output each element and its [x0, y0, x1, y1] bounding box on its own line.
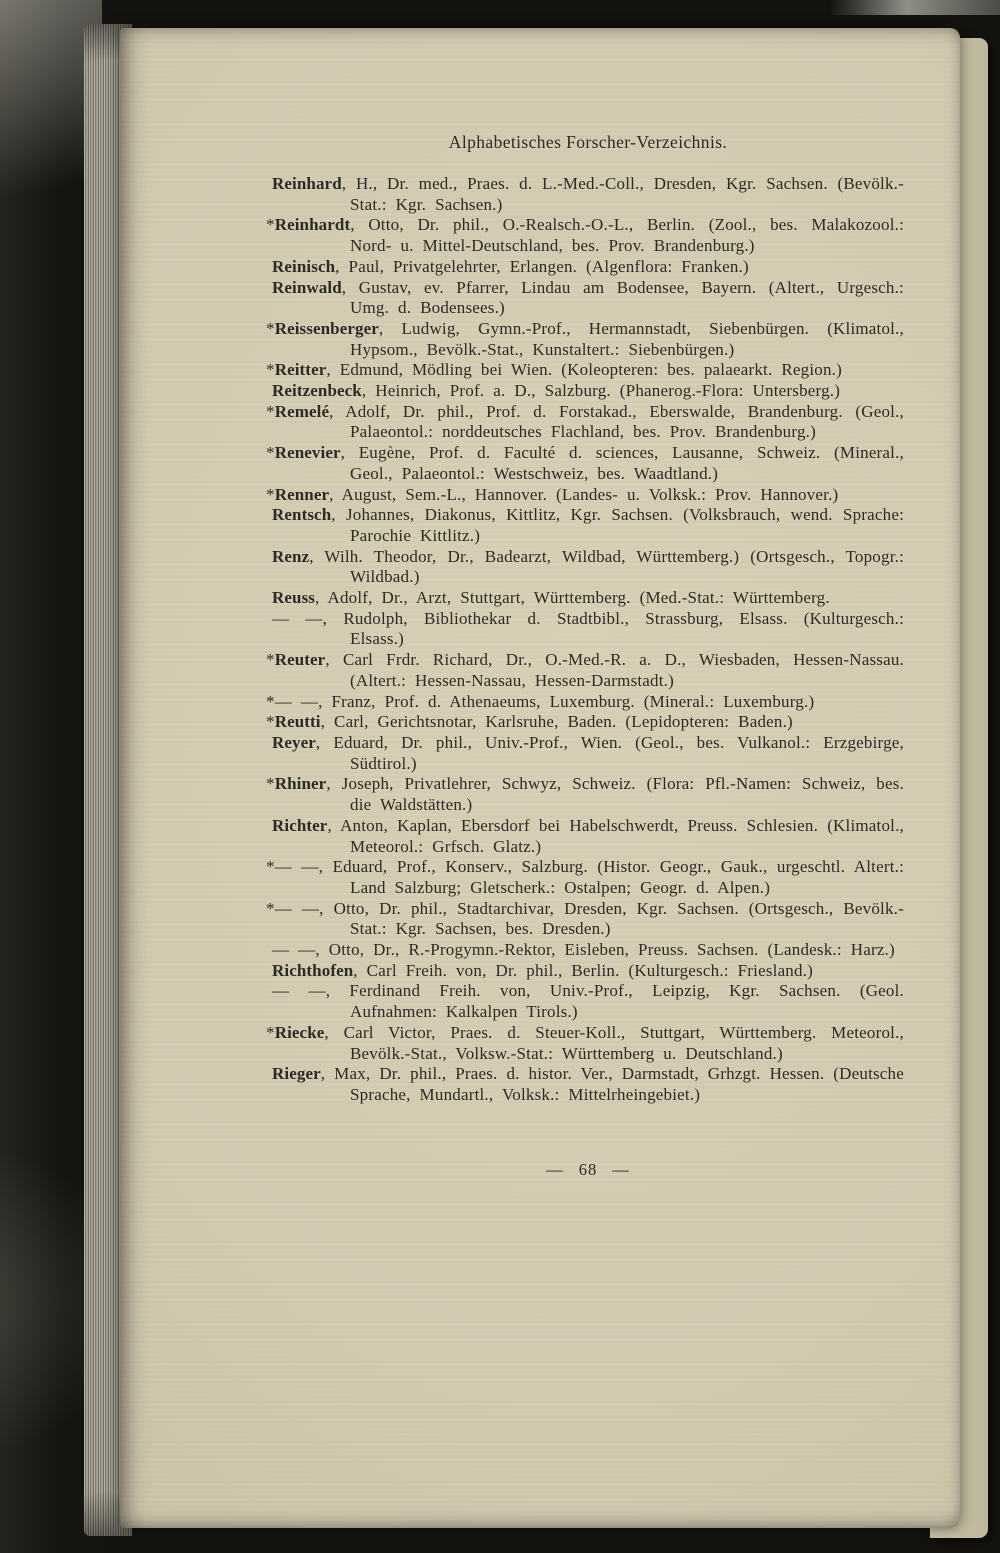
- entry-name: — —: [272, 608, 323, 628]
- entry-name: — —: [272, 940, 316, 960]
- entry-name: — —: [274, 691, 319, 711]
- entry-name: Rhiner: [274, 774, 327, 794]
- entry-name: — —: [274, 857, 319, 877]
- entry-text: , Franz, Prof. d. Athenaeums, Luxemburg. (Mineral.: Luxemburg.): [318, 691, 815, 711]
- entry-star-marker: *: [266, 401, 275, 421]
- entry: [272, 588, 904, 609]
- entry: [266, 360, 904, 381]
- entry-text: , Otto, Dr. phil., O.-Realsch.-O.-L., Berlin. (Zool., bes. Malakozool.: Nord- u. Mittel-Deutschland, bes. Prov. Brandenburg.): [350, 215, 904, 256]
- entry: [266, 318, 904, 360]
- entry-text: , Joseph, Privatlehrer, Schwyz, Schweiz. (Flora: Pfl.-Namen: Schweiz, bes. die Waldstätten.): [326, 774, 904, 815]
- entry-name: Reinwald: [272, 277, 342, 297]
- entry-name: Reinhardt: [274, 215, 351, 235]
- entry-text: , Edmund, Mödling bei Wien. (Koleopteren: bes. palaearkt. Region.): [326, 360, 842, 380]
- entry-name: Reutti: [274, 712, 321, 732]
- entry-name: Riecke: [274, 1022, 325, 1042]
- entry-text: , Eduard, Dr. phil., Univ.-Prof., Wien. (Geol., bes. Vulkanol.: Erzgebirge, Südtirol.): [315, 732, 904, 773]
- entry-name: Reinhard: [272, 174, 342, 193]
- entry-star-marker: *: [266, 691, 275, 711]
- entry-name: — —: [272, 981, 326, 1001]
- entry-star-marker: *: [266, 774, 275, 794]
- entry: [266, 443, 904, 484]
- entry: [272, 174, 904, 215]
- entry: [272, 816, 904, 857]
- entry-name: Reitzenbeck: [272, 381, 362, 401]
- entry-star-marker: *: [266, 712, 275, 732]
- entry-text: , Johannes, Diakonus, Kittlitz, Kgr. Sachsen. (Volksbrauch, wend. Sprache: Parochie Kittlitz.): [331, 505, 904, 545]
- entry: [266, 774, 904, 815]
- entry-name: Reyer: [272, 732, 316, 752]
- entry: [266, 898, 904, 940]
- entry-name: Reuss: [272, 588, 316, 608]
- entry-name: Reuter: [274, 650, 326, 670]
- entry-star-marker: *: [266, 898, 275, 918]
- entry-text: , Otto, Dr. phil., Stadtarchivar, Dresden, Kgr. Sachsen. (Ortsgesch., Bevölk.-Stat.: Kgr. Sachsen, bes. Dresden.): [319, 898, 904, 939]
- entry-text: , August, Sem.-L., Hannover. (Landes- u. Volksk.: Prov. Hannover.): [329, 484, 839, 504]
- entry: [266, 857, 904, 898]
- entry-text: , Heinrich, Prof. a. D., Salzburg. (Phanerog.-Flora: Untersberg.): [361, 381, 841, 401]
- entry: [272, 609, 904, 650]
- entry-text: , Otto, Dr., R.-Progymn.-Rektor, Eisleben, Preuss. Sachsen. (Landesk.: Harz.): [315, 940, 895, 960]
- entry-text: , Carl Victor, Praes. d. Steuer-Koll., Stuttgart, Württemberg. Meteorol., Bevölk.-Stat., Volksw.-Stat.: Württemberg u. Deutschland.): [324, 1022, 904, 1063]
- entry: [266, 215, 904, 256]
- entry: [272, 733, 904, 774]
- entry: [272, 961, 904, 982]
- entry-name: Rieger: [272, 1064, 321, 1084]
- entry-text: , Gustav, ev. Pfarrer, Lindau am Bodensee, Bayern. (Altert., Urgesch.: Umg. d. Bodensees.): [341, 277, 904, 318]
- page-number: — 68 —: [546, 1159, 630, 1179]
- entry: [266, 1022, 904, 1064]
- entry-text: , Adolf, Dr. phil., Prof. d. Forstakad., Eberswalde, Brandenburg. (Geol., Palaeontol.: norddeutsches Flachland, bes. Prov. Brandenburg.): [329, 401, 904, 442]
- entry-name: Reissenberger: [274, 318, 379, 338]
- entry: [272, 505, 904, 546]
- entry: [272, 257, 904, 278]
- entry: [272, 981, 904, 1022]
- entry: [272, 278, 904, 319]
- entry: [272, 547, 904, 588]
- entry-text: , Eduard, Prof., Konserv., Salzburg. (Histor. Geogr., Gauk., urgeschtl. Altert.: Land Salzburg; Gletscherk.: Ostalpen; Geogr. d. Alpen.): [318, 857, 904, 897]
- entry-star-marker: *: [266, 215, 275, 235]
- background-edge-strip: [830, 0, 1000, 15]
- entry: [266, 712, 904, 733]
- entry: [272, 940, 904, 961]
- entry-text: , Max, Dr. phil., Praes. d. histor. Ver., Darmstadt, Grhzgt. Hessen. (Deutsche Sprache, Mundartl., Volksk.: Mittelrheingebiet.): [320, 1064, 904, 1104]
- entry: [266, 484, 904, 506]
- entry-name: Richter: [272, 815, 328, 835]
- entry: [272, 1064, 904, 1105]
- page-content: [120, 28, 960, 1528]
- entry-name: Remelé: [274, 401, 330, 421]
- entry-text: , Ferdinand Freih. von, Univ.-Prof., Leipzig, Kgr. Sachsen. (Geol. Aufnahmen: Kalkalpen Tirols.): [325, 981, 904, 1022]
- entry: [266, 650, 904, 691]
- entry-star-marker: *: [266, 1022, 275, 1042]
- entry: [266, 401, 904, 443]
- entry-name: — —: [274, 898, 320, 918]
- entry-text: , Paul, Privatgelehrter, Erlangen. (Algenflora: Franken.): [335, 256, 749, 276]
- page-title: Alphabetisches Forscher-Verzeichnis.: [448, 132, 728, 152]
- entry-text: , Carl, Gerichtsnotar, Karlsruhe, Baden. (Lepidopteren: Baden.): [320, 712, 793, 732]
- entry-text: , H., Dr. med., Praes. d. L.-Med.-Coll., Dresden, Kgr. Sachsen. (Bevölk.-Stat.: Kgr. Sachsen.): [341, 174, 904, 214]
- entry-name: Renz: [272, 546, 310, 566]
- entry-name: Renevier: [274, 443, 341, 463]
- entry-text: , Wilh. Theodor, Dr., Badearzt, Wildbad, Württemberg.) (Ortsgesch., Topogr.: Wildbad.): [309, 546, 904, 587]
- entry-text: , Anton, Kaplan, Ebersdorf bei Habelschwerdt, Preuss. Schlesien. (Klimatol., Meteorol.: Grfsch. Glatz.): [327, 815, 904, 856]
- entry: [272, 381, 904, 402]
- entry-star-marker: *: [266, 650, 275, 670]
- entry-text: , Rudolph, Bibliothekar d. Stadtbibl., Strassburg, Elsass. (Kulturgesch.: Elsass.): [322, 608, 904, 649]
- entry-name: Reinisch: [272, 256, 336, 276]
- entry-star-marker: *: [266, 443, 275, 463]
- entry-list: [266, 174, 904, 1106]
- book-page: [120, 28, 960, 1528]
- entry-text: , Eugène, Prof. d. Faculté d. sciences, Lausanne, Schweiz. (Mineral., Geol., Palaeontol.: Westschweiz, bes. Waadtland.): [340, 443, 904, 483]
- entry-name: Richthofen: [272, 960, 354, 980]
- entry-name: Rentsch: [272, 505, 332, 525]
- entry-text: , Ludwig, Gymn.-Prof., Hermannstadt, Siebenbürgen. (Klimatol., Hypsom., Bevölk.-Stat., Kunstaltert.: Siebenbürgen.): [350, 318, 904, 359]
- entry-star-marker: *: [266, 484, 275, 504]
- entry-star-marker: *: [266, 857, 275, 877]
- entry-name: Reitter: [274, 360, 327, 380]
- entry-star-marker: *: [266, 318, 275, 338]
- entry-text: , Adolf, Dr., Arzt, Stuttgart, Württemberg. (Med.-Stat.: Württemberg.: [315, 588, 830, 608]
- entry-star-marker: *: [266, 360, 275, 380]
- entry-text: , Carl Frdr. Richard, Dr., O.-Med.-R. a. D., Wiesbaden, Hessen-Nassau. (Altert.: Hessen-Nassau, Hessen-Darmstadt.): [325, 650, 904, 690]
- entry-text: , Carl Freih. von, Dr. phil., Berlin. (Kulturgesch.: Friesland.): [353, 960, 814, 980]
- entry-name: Renner: [274, 484, 330, 504]
- entry: [266, 691, 904, 713]
